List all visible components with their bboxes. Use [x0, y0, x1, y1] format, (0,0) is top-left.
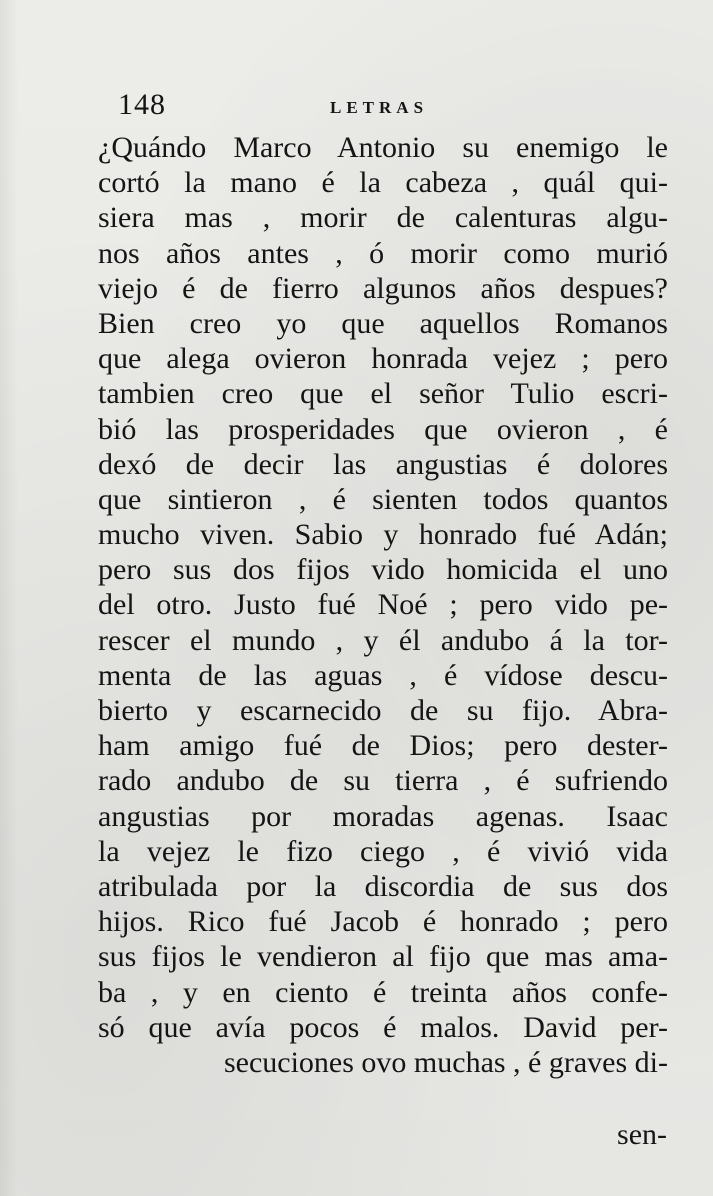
text-line: angustias por moradas agenas. Isaac [98, 799, 668, 833]
text-line: siera mas , morir de calenturas algu- [98, 201, 668, 235]
text-line: bió las prosperidades que ovieron , é [98, 412, 668, 446]
text-line: dexó de decir las angustias é dolores [98, 447, 668, 481]
text-line: hijos. Rico fué Jacob é honrado ; pero [98, 905, 668, 939]
text-line: del otro. Justo fué Noé ; pero vido pe- [98, 588, 668, 622]
text-line: ba , y en ciento é treinta años confe- [98, 975, 668, 1009]
text-line: rescer el mundo , y él andubo á la tor- [98, 623, 668, 657]
text-line: cortó la mano é la cabeza , quál qui- [98, 166, 668, 200]
text-line: Bien creo yo que aquellos Romanos [98, 306, 668, 340]
text-line: nos años antes , ó morir como murió [98, 236, 668, 270]
page-header [118, 88, 598, 128]
text-line: sus fijos le vendieron al fijo que mas ama- [98, 940, 668, 974]
running-head: LETRAS [330, 98, 429, 117]
page-number: 148 [118, 88, 166, 121]
text-line: la vejez le fizo ciego , é vivió vida [98, 834, 668, 868]
text-line: pero sus dos fijos vido homicida el uno [98, 553, 668, 587]
text-line: só que avía pocos é malos. David per- [98, 1010, 668, 1044]
text-line: secuciones ovo muchas , é graves di- [223, 1045, 668, 1079]
text-line: tambien creo que el señor Tulio escri- [98, 377, 668, 411]
catchword: sen- [617, 1118, 667, 1151]
text-line: que sintieron , é sienten todos quantos [98, 482, 668, 516]
text-line: atribulada por la discordia de sus dos [98, 869, 668, 903]
text-line: bierto y escarnecido de su fijo. Abra- [98, 694, 668, 727]
text-line: rado andubo de su tierra , é sufriendo [98, 764, 668, 798]
text-line: viejo é de fierro algunos años despues? [98, 271, 668, 305]
text-line: que alega ovieron honrada vejez ; pero [98, 342, 668, 376]
text-line: ¿Quándo Marco Antonio su enemigo le [98, 131, 668, 164]
text-line: menta de las aguas , é vídose descu- [98, 658, 668, 692]
text-line: mucho viven. Sabio y honrado fué Adán; [98, 518, 668, 552]
body-text [98, 130, 668, 1080]
text-line: ham amigo fué de Dios; pero dester- [98, 729, 668, 763]
page-edge-shadow [0, 0, 18, 1196]
